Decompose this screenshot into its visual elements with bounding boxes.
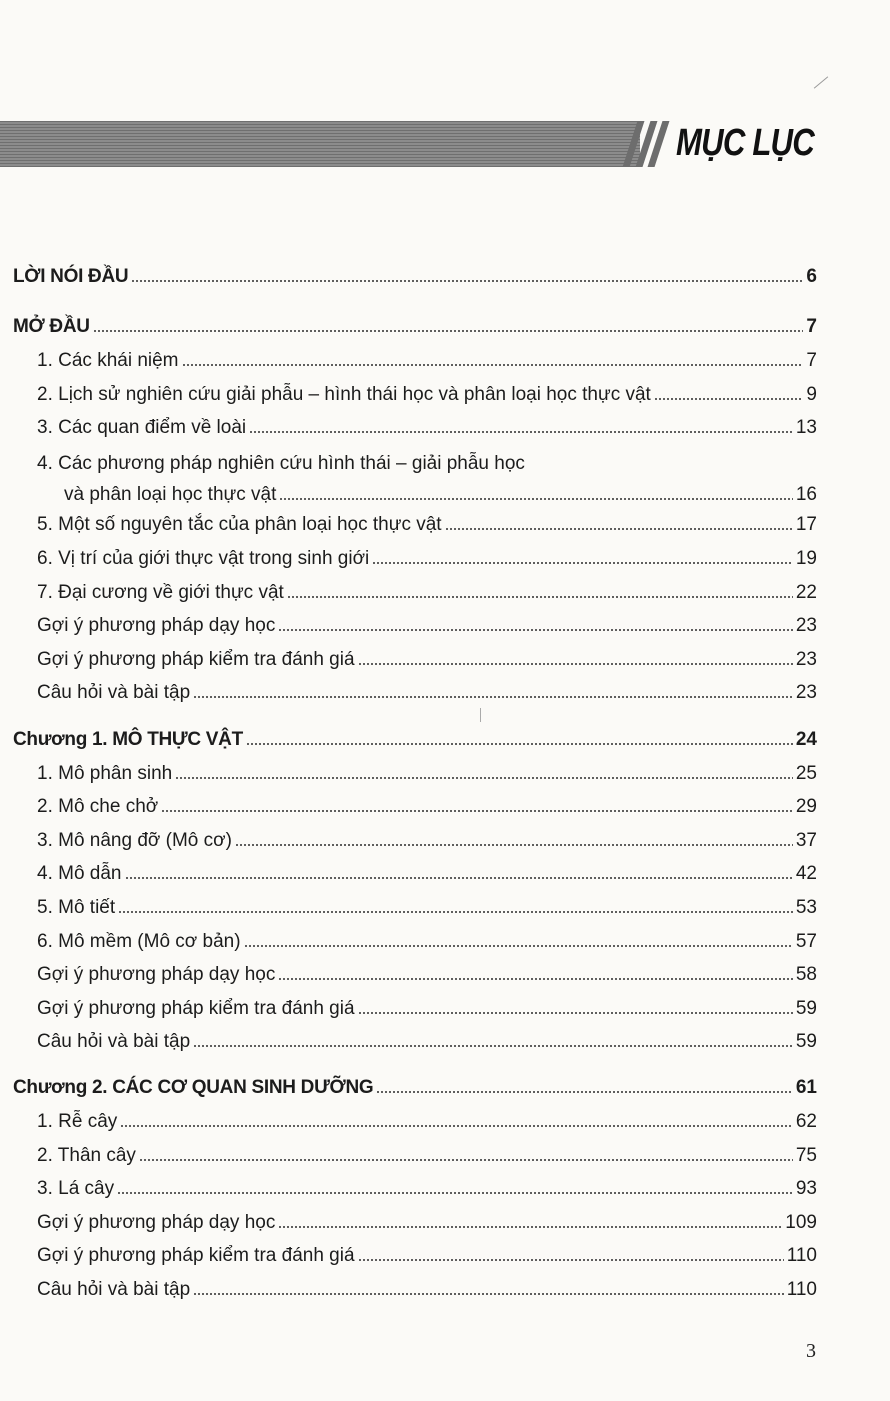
toc-entry-page: 22 bbox=[795, 582, 817, 603]
toc-entry-title: 1. Mô phân sinh bbox=[37, 763, 173, 784]
toc-entry-page: 23 bbox=[795, 615, 817, 636]
dot-leader bbox=[287, 595, 793, 599]
toc-entry-title: 7. Đại cương về giới thực vật bbox=[37, 582, 284, 603]
toc-entry[interactable] bbox=[37, 1024, 817, 1054]
toc-entry-title: 6. Mô mềm (Mô cơ bản) bbox=[37, 931, 241, 952]
toc-entry-title: 5. Mô tiết bbox=[37, 897, 116, 918]
toc-entry[interactable] bbox=[37, 507, 817, 537]
toc-entry-page: 110 bbox=[786, 1245, 817, 1266]
toc-entry[interactable] bbox=[37, 575, 817, 605]
toc-entry-title: 3. Mô nâng đỡ (Mô cơ) bbox=[37, 830, 232, 851]
toc-entry-page: 6 bbox=[806, 266, 817, 287]
dot-leader bbox=[278, 1225, 782, 1229]
dot-leader bbox=[278, 977, 793, 981]
toc-entry-title: Gợi ý phương pháp dạy học bbox=[37, 615, 276, 636]
dot-leader bbox=[249, 430, 793, 434]
dot-leader bbox=[139, 1158, 793, 1162]
toc-entry[interactable] bbox=[37, 675, 817, 705]
toc-heading[interactable] bbox=[13, 309, 817, 339]
toc-entry-page: 75 bbox=[795, 1145, 817, 1166]
toc-entry[interactable] bbox=[37, 991, 817, 1021]
toc-entry-page: 93 bbox=[795, 1178, 817, 1199]
toc-heading[interactable] bbox=[13, 722, 817, 752]
toc-entry[interactable] bbox=[37, 1205, 817, 1235]
toc-entry-page: 7 bbox=[806, 316, 817, 337]
dot-leader bbox=[120, 1124, 793, 1128]
toc-entry-title: 4. Mô dẫn bbox=[37, 863, 122, 884]
toc-entry-title: 6. Vị trí của giới thực vật trong sinh giới bbox=[37, 548, 370, 569]
dot-leader bbox=[372, 561, 793, 565]
toc-entry-title: Gợi ý phương pháp kiểm tra đánh giá bbox=[37, 1245, 355, 1266]
toc-entry[interactable] bbox=[37, 1272, 817, 1302]
toc-entry-page: 23 bbox=[795, 649, 817, 670]
toc-entry-page: 23 bbox=[795, 682, 817, 703]
toc-entry-title: Câu hỏi và bài tập bbox=[37, 682, 191, 703]
toc-entry[interactable] bbox=[37, 1138, 817, 1168]
toc-entry-page: 57 bbox=[795, 931, 817, 952]
dot-leader bbox=[193, 1044, 793, 1048]
toc-entry-title: Gợi ý phương pháp dạy học bbox=[37, 964, 276, 985]
toc-entry-title: LỜI NÓI ĐẦU bbox=[13, 266, 129, 287]
toc-entry[interactable] bbox=[37, 1238, 817, 1268]
toc-entry-page: 13 bbox=[795, 417, 817, 438]
toc-entry-page: 24 bbox=[795, 729, 817, 750]
scratch-mark bbox=[814, 76, 828, 88]
toc-entry-title: Chương 2. CÁC CƠ QUAN SINH DƯỠNG bbox=[13, 1077, 374, 1098]
toc-entry-page: 17 bbox=[795, 514, 817, 535]
toc-entry[interactable] bbox=[37, 541, 817, 571]
dot-leader bbox=[118, 910, 793, 914]
toc-entry-page: 9 bbox=[806, 384, 817, 405]
toc-heading[interactable] bbox=[13, 1070, 817, 1100]
toc-entry-title: Chương 1. MÔ THỰC VẬT bbox=[13, 729, 243, 750]
toc-entry-title: 3. Lá cây bbox=[37, 1178, 115, 1199]
toc-entry[interactable] bbox=[37, 756, 817, 786]
dot-leader bbox=[193, 695, 793, 699]
toc-entry-title: Câu hỏi và bài tập bbox=[37, 1279, 191, 1300]
toc-entry-page: 59 bbox=[795, 998, 817, 1019]
toc-entry-title: và phân loại học thực vật bbox=[64, 484, 277, 505]
toc-entry-page: 7 bbox=[806, 350, 817, 371]
dot-leader bbox=[654, 397, 804, 401]
dot-leader bbox=[445, 527, 793, 531]
dot-leader bbox=[244, 944, 793, 948]
toc-entry-title: 2. Thân cây bbox=[37, 1145, 136, 1166]
dot-leader bbox=[131, 279, 803, 283]
dot-leader bbox=[358, 1011, 793, 1015]
toc-header bbox=[0, 117, 890, 171]
page-number: 3 bbox=[806, 1340, 816, 1362]
toc-entry[interactable] bbox=[37, 957, 817, 987]
toc-entry[interactable] bbox=[37, 446, 817, 476]
toc-entry-page: 19 bbox=[795, 548, 817, 569]
toc-entry-title: 1. Rễ cây bbox=[37, 1111, 118, 1132]
dot-leader bbox=[376, 1090, 793, 1094]
dot-leader bbox=[278, 628, 793, 632]
print-mark bbox=[480, 708, 481, 722]
toc-entry-title: MỞ ĐẦU bbox=[13, 316, 90, 337]
toc-entry-title: 4. Các phương pháp nghiên cứu hình thái – giải phẫu học bbox=[37, 453, 525, 474]
dot-leader bbox=[182, 363, 804, 367]
toc-entry[interactable] bbox=[37, 377, 817, 407]
toc-entry-title: Gợi ý phương pháp dạy học bbox=[37, 1212, 276, 1233]
toc-entry-page: 62 bbox=[795, 1111, 817, 1132]
toc-entry[interactable] bbox=[64, 477, 817, 507]
toc-heading[interactable] bbox=[13, 259, 817, 289]
toc-entry[interactable] bbox=[37, 856, 817, 886]
toc-entry-page: 42 bbox=[795, 863, 817, 884]
dot-leader bbox=[358, 662, 793, 666]
toc-entry-page: 25 bbox=[795, 763, 817, 784]
toc-entry-page: 110 bbox=[786, 1279, 817, 1300]
dot-leader bbox=[279, 497, 793, 501]
header-band bbox=[0, 121, 640, 167]
toc-entry[interactable] bbox=[37, 343, 817, 373]
page-title: MỤC LỤC bbox=[676, 122, 814, 164]
dot-leader bbox=[117, 1191, 793, 1195]
dot-leader bbox=[161, 809, 793, 813]
toc-entry-page: 37 bbox=[795, 830, 817, 851]
toc-entry-title: Câu hỏi và bài tập bbox=[37, 1031, 191, 1052]
toc-entry[interactable] bbox=[37, 1104, 817, 1134]
toc-entry-page: 16 bbox=[795, 484, 817, 505]
toc-entry-page: 109 bbox=[785, 1212, 817, 1233]
toc-entry-title: 1. Các khái niệm bbox=[37, 350, 179, 371]
toc-entry[interactable] bbox=[37, 789, 817, 819]
toc-entry[interactable] bbox=[37, 608, 817, 638]
dot-leader bbox=[193, 1292, 784, 1296]
dot-leader bbox=[358, 1258, 784, 1262]
dot-leader bbox=[93, 329, 804, 333]
toc-entry[interactable] bbox=[37, 410, 817, 440]
toc-entry-page: 59 bbox=[795, 1031, 817, 1052]
dot-leader bbox=[175, 776, 793, 780]
toc-entry-page: 61 bbox=[795, 1077, 817, 1098]
toc-entry-title: 5. Một số nguyên tắc của phân loại học thực vật bbox=[37, 514, 442, 535]
toc-entry-title: Gợi ý phương pháp kiểm tra đánh giá bbox=[37, 649, 355, 670]
toc-entry[interactable] bbox=[37, 823, 817, 853]
toc-entry-title: 2. Mô che chở bbox=[37, 796, 159, 817]
dot-leader bbox=[246, 742, 793, 746]
toc-entry[interactable] bbox=[37, 1171, 817, 1201]
toc-entry-page: 58 bbox=[795, 964, 817, 985]
dot-leader bbox=[125, 876, 793, 880]
toc-entry-page: 29 bbox=[795, 796, 817, 817]
toc-entry[interactable] bbox=[37, 642, 817, 672]
toc-entry-title: Gợi ý phương pháp kiểm tra đánh giá bbox=[37, 998, 355, 1019]
toc-entry-page: 53 bbox=[795, 897, 817, 918]
toc-entry[interactable] bbox=[37, 890, 817, 920]
toc-entry-title: 3. Các quan điểm về loài bbox=[37, 417, 247, 438]
toc-entry-title: 2. Lịch sử nghiên cứu giải phẫu – hình thái học và phân loại học thực vật bbox=[37, 384, 651, 405]
dot-leader bbox=[235, 843, 793, 847]
toc-entry[interactable] bbox=[37, 924, 817, 954]
